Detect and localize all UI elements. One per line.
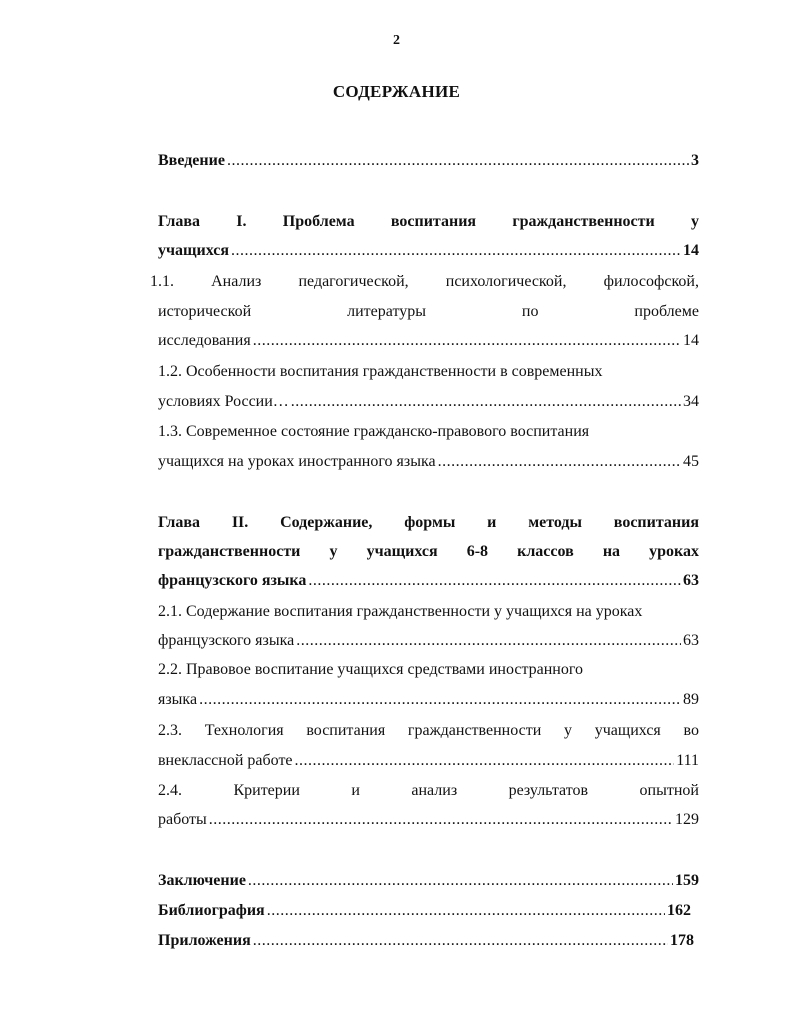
toc-entry-label: внеклассной работе	[158, 752, 293, 769]
toc-entry-bibliography[interactable]	[158, 901, 691, 921]
heading-word: воспитания	[390, 213, 477, 230]
section-word: психологической,	[445, 273, 567, 290]
toc-entry-page: 34	[683, 393, 699, 410]
toc-entry-label: французского языка	[158, 572, 307, 589]
page-number: 2	[393, 33, 400, 48]
heading-word: формы	[404, 514, 456, 531]
heading-word: и	[487, 514, 497, 531]
section-word: по	[521, 303, 539, 320]
heading-word: гражданственности	[512, 213, 655, 230]
dot-leader	[438, 452, 681, 472]
toc-section-1-1[interactable]	[150, 272, 699, 292]
toc-entry-page: 14	[683, 332, 699, 349]
dot-leader	[267, 901, 665, 921]
heading-word: Проблема	[282, 213, 355, 230]
dot-leader	[199, 690, 681, 710]
heading-word: I.	[236, 213, 247, 230]
section-word: учащихся	[594, 722, 661, 739]
section-word: педагогической,	[298, 273, 409, 290]
toc-entry-page: 178	[670, 932, 694, 949]
dot-leader	[248, 871, 673, 891]
dot-leader	[253, 931, 668, 951]
section-word: философской,	[603, 273, 699, 290]
toc-entry-label: Введение	[158, 152, 225, 169]
heading-word: у	[329, 543, 338, 560]
dot-leader	[209, 810, 673, 830]
heading-word: классов	[517, 543, 574, 560]
dot-leader	[296, 631, 681, 651]
dot-leader	[295, 751, 675, 771]
section-word: гражданственности	[407, 722, 542, 739]
heading-word: гражданственности	[158, 543, 301, 560]
toc-section-2-4[interactable]	[158, 781, 699, 801]
section-word: у	[564, 722, 573, 739]
toc-entry-label: исследования	[158, 332, 251, 349]
section-word: Анализ	[211, 273, 262, 290]
section-word: опытной	[639, 782, 699, 799]
dot-leader	[253, 331, 681, 351]
dot-leader	[227, 151, 689, 171]
toc-entry-label: Заключение	[158, 872, 246, 889]
toc-entry-page: 111	[676, 752, 699, 769]
section-word: Технология	[204, 722, 284, 739]
toc-entry-page: 162	[667, 902, 691, 919]
section-word: Критерии	[233, 782, 300, 799]
toc-entry-label: работы	[158, 811, 207, 828]
heading-word: II.	[231, 514, 249, 531]
heading-word: 6-8	[466, 543, 489, 560]
section-word: проблеме	[634, 303, 699, 320]
toc-entry-label: учащихся на уроках иностранного языка	[158, 453, 436, 470]
toc-entry-page: 63	[683, 632, 699, 649]
toc-entry-label: учащихся	[158, 242, 230, 259]
heading-word: Содержание,	[280, 514, 373, 531]
toc-entry-page: 89	[683, 691, 699, 708]
heading-word: Глава	[158, 213, 200, 230]
section-word: анализ	[411, 782, 458, 799]
toc-section-2-1[interactable]	[158, 602, 699, 622]
toc-entry-page: 129	[675, 811, 699, 828]
toc-section-1-2[interactable]	[158, 362, 699, 382]
toc-section-1-1-end[interactable]	[158, 331, 699, 351]
toc-entry-label: Библиография	[158, 902, 265, 919]
toc-entry-label: условиях России…	[158, 393, 289, 410]
section-word: 1.1.	[150, 273, 174, 290]
toc-section-1-1-line2[interactable]	[158, 302, 699, 322]
section-word: литературы	[347, 303, 426, 320]
toc-section-1-2-end[interactable]	[158, 392, 699, 412]
section-word: 2.4.	[158, 782, 182, 799]
toc-entry-page: 63	[683, 572, 699, 589]
toc-entry-page: 3	[691, 152, 699, 169]
section-title: 1.2. Особенности воспитания гражданственности в современных	[158, 363, 603, 380]
section-word: воспитания	[306, 722, 386, 739]
section-word: исторической	[158, 303, 252, 320]
toc-entry-page: 14	[683, 242, 699, 259]
toc-entry-appendix[interactable]	[158, 931, 694, 951]
toc-entry-intro[interactable]	[158, 151, 699, 171]
toc-section-1-3-end[interactable]	[158, 452, 699, 472]
section-word: результатов	[508, 782, 589, 799]
toc-section-2-2[interactable]	[158, 660, 699, 680]
heading-word: у	[691, 213, 699, 230]
toc-entry-page: 159	[675, 872, 699, 889]
toc-section-2-2-end[interactable]	[158, 690, 699, 710]
toc-section-2-3[interactable]	[158, 721, 699, 741]
section-title: 2.1. Содержание воспитания гражданственности у учащихся на уроках	[158, 603, 643, 620]
toc-section-2-4-end[interactable]	[158, 810, 699, 830]
dot-leader	[291, 392, 681, 412]
heading-word: методы	[528, 514, 582, 531]
toc-entry-label: Приложения	[158, 932, 251, 949]
heading-word: уроках	[649, 543, 699, 560]
section-title: 2.2. Правовое воспитание учащихся средствами иностранного	[158, 661, 584, 678]
section-word: и	[351, 782, 360, 799]
toc-entry-conclusion[interactable]	[158, 871, 699, 891]
heading-word: на	[602, 543, 621, 560]
toc-chapter-2-heading[interactable]	[158, 513, 699, 533]
toc-section-1-3[interactable]	[158, 422, 699, 442]
toc-entry-page: 45	[683, 453, 699, 470]
toc-section-2-1-end[interactable]	[158, 631, 699, 651]
heading-word: Глава	[158, 514, 200, 531]
toc-entry-label: языка	[158, 691, 198, 708]
page-title: СОДЕРЖАНИЕ	[332, 82, 461, 101]
section-word: 2.3.	[158, 722, 182, 739]
section-word: во	[683, 722, 699, 739]
toc-chapter-2-heading-line2[interactable]	[158, 542, 699, 562]
toc-chapter-1-heading-end[interactable]	[158, 241, 699, 261]
toc-entry-label: французского языка	[158, 632, 295, 649]
dot-leader	[231, 241, 681, 261]
section-title: 1.3. Современное состояние гражданско-правового воспитания	[158, 423, 590, 440]
toc-section-2-3-end[interactable]	[158, 751, 699, 771]
dot-leader	[308, 571, 681, 591]
heading-word: учащихся	[366, 543, 438, 560]
toc-chapter-1-heading[interactable]	[158, 212, 699, 232]
heading-word: воспитания	[613, 514, 699, 531]
toc-chapter-2-heading-end[interactable]	[158, 571, 699, 591]
